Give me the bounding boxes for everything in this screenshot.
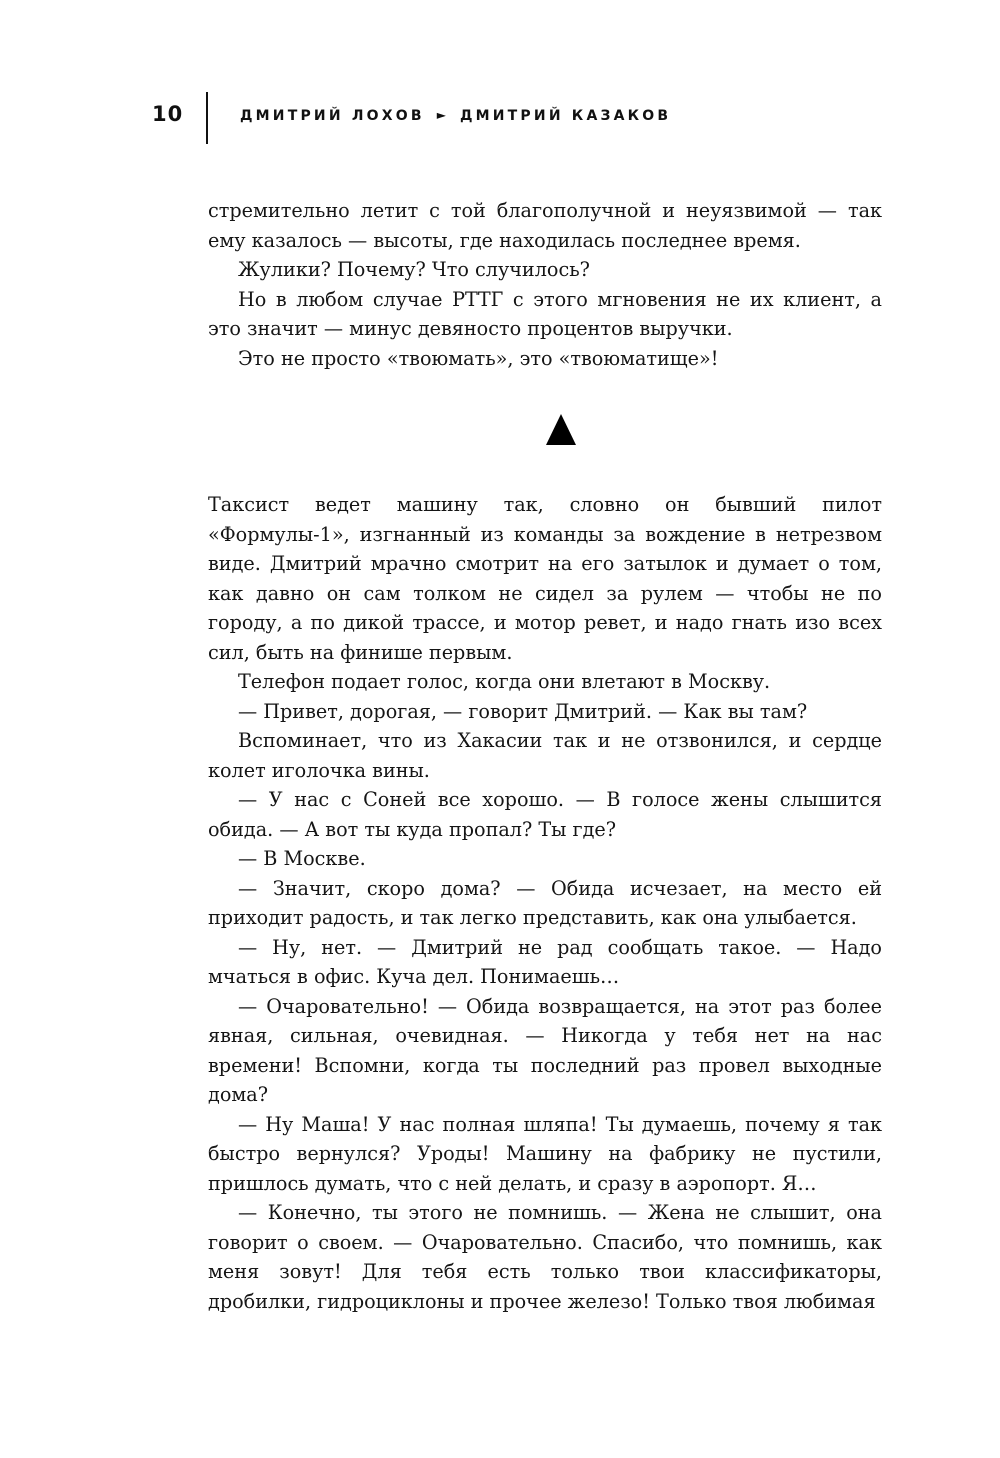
- paragraph: Жулики? Почему? Что случилось?: [238, 258, 590, 281]
- paragraph: — Значит, скоро дома? — Обида исчезает, на место ей приходит радость, и так легко представить, как она улыбается.: [208, 876, 882, 929]
- header-divider: [206, 92, 208, 144]
- author-name-2: ДМИТРИЙ КАЗАКОВ: [459, 108, 672, 124]
- paragraph: Таксист ведет машину так, словно он бывший пилот «Формулы-1», изгнанный из команды за вождение в нетрезвом виде. Дмитрий мрачно смотрит на его затылок и думает о том, как давно он сам толком не сидел за рулем — чтобы не по городу, а по дикой трассе, и мотор ревет, и надо гнать изо всех сил, быть на финише первым.: [208, 493, 882, 664]
- arrow-right-icon: ►: [436, 108, 446, 122]
- author-name-1: ДМИТРИЙ ЛОХОВ: [240, 108, 425, 124]
- running-head: [240, 108, 671, 124]
- paragraph: Но в любом случае РТТГ с этого мгновения не их клиент, а это значит — минус девяносто процентов выручки.: [208, 287, 882, 340]
- text-section-2: [208, 490, 882, 1316]
- paragraph: Телефон подает голос, когда они влетают в Москву.: [238, 670, 771, 693]
- paragraph: — Ну, нет. — Дмитрий не рад сообщать такое. — Надо мчаться в офис. Куча дел. Понимаешь…: [208, 935, 882, 988]
- paragraph: Вспоминает, что из Хакасии так и не отзвонился, и сердце колет иголочка вины.: [208, 729, 882, 782]
- paragraph: — Конечно, ты этого не помнишь. — Жена не слышит, она говорит о своем. — Очаровательно. Спасибо, что помнишь, как меня зовут! Для тебя есть только твои классификаторы, дробилки, гидроциклоны и прочее железо! Только твоя любимая: [208, 1201, 882, 1313]
- paragraph: — Очаровательно! — Обида возвращается, на этот раз более явная, сильная, очевидная. — Никогда у тебя нет на нас времени! Вспомни, когда ты последний раз провел выходные дома?: [208, 994, 882, 1106]
- paragraph: — У нас с Соней все хорошо. — В голосе жены слышится обида. — А вот ты куда пропал? Ты где?: [208, 788, 882, 841]
- paragraph: — Ну Маша! У нас полная шляпа! Ты думаешь, почему я так быстро вернулся? Уроды! Машину на фабрику не пустили, пришлось думать, что с ней делать, и сразу в аэропорт. Я…: [208, 1112, 882, 1195]
- running-header: [0, 92, 1000, 148]
- paragraph: Это не просто «твоюмать», это «твоюматище»!: [238, 346, 719, 370]
- paragraph: — В Москве.: [238, 847, 366, 870]
- text-section-1: [208, 196, 882, 373]
- paragraph: стремительно летит с той благополучной и неуязвимой — так ему казалось — высоты, где находилась последнее время.: [208, 199, 882, 252]
- paragraph: — Привет, дорогая, — говорит Дмитрий. — Как вы там?: [238, 699, 808, 723]
- page-number: 10: [152, 102, 184, 126]
- section-separator-triangle-icon: [546, 414, 576, 445]
